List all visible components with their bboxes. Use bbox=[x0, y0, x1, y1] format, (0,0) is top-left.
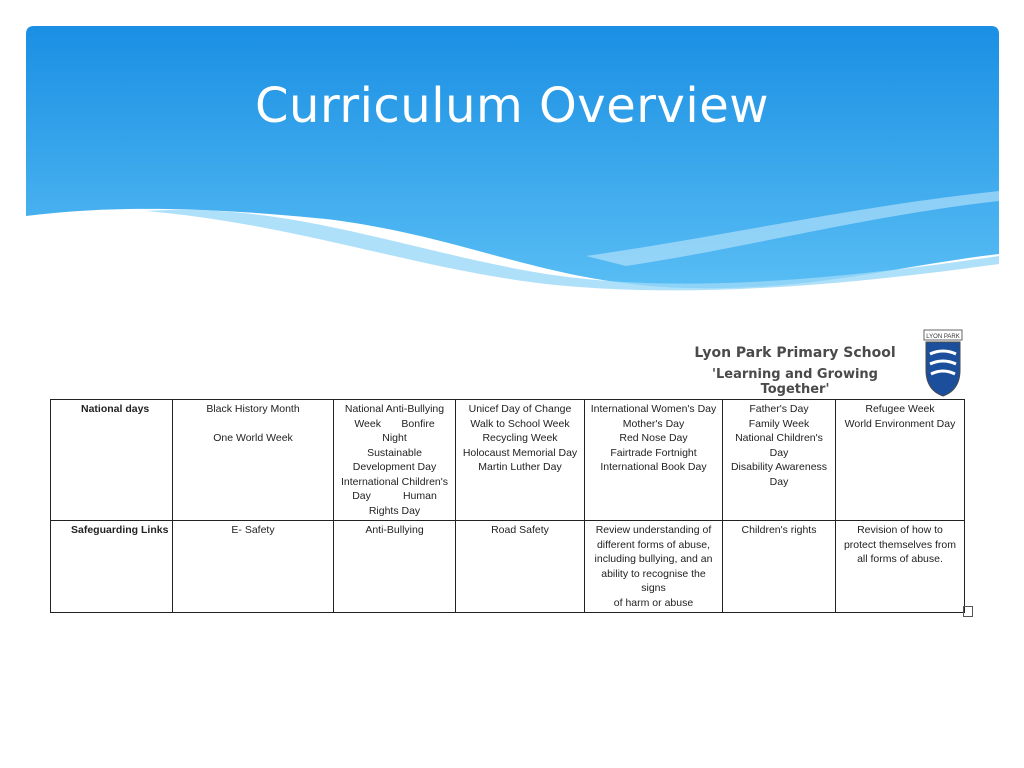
cell-line: World Environment Day bbox=[844, 417, 956, 430]
table-cell bbox=[585, 521, 723, 613]
cell-line: Day bbox=[769, 475, 789, 488]
cell-line: Sustainable bbox=[367, 446, 422, 459]
school-header bbox=[690, 345, 900, 397]
school-motto: 'Learning and Growing Together' bbox=[712, 367, 878, 397]
cell-line: Night bbox=[382, 432, 407, 444]
cell-line: Family Week bbox=[748, 417, 810, 430]
cell-line: Review understanding of bbox=[595, 524, 712, 536]
cell-line: Road Safety bbox=[491, 524, 549, 536]
row-heading: Safeguarding Links bbox=[51, 521, 173, 613]
table-cell bbox=[173, 521, 334, 613]
cell-line: Disability Awareness bbox=[730, 461, 828, 473]
cell-line: Children's rights bbox=[741, 524, 817, 536]
cell-line: Holocaust Memorial Day bbox=[462, 446, 578, 459]
cell-line: Day Human bbox=[352, 490, 437, 502]
cell-line: Day bbox=[769, 446, 789, 459]
table-row-safeguarding-links bbox=[51, 521, 965, 613]
row-heading: National days bbox=[51, 400, 173, 521]
cell-line: E- Safety bbox=[231, 524, 275, 536]
school-name: Lyon Park Primary School bbox=[694, 345, 896, 361]
title-banner bbox=[26, 26, 999, 291]
curriculum-table bbox=[50, 399, 965, 613]
cell-line: Development Day bbox=[352, 461, 437, 473]
cell-line: Father's Day bbox=[749, 403, 809, 415]
cell-line: Rights Day bbox=[368, 504, 421, 517]
table-cell bbox=[723, 521, 836, 613]
crest-text: LYON PARK bbox=[926, 334, 960, 340]
table-cell bbox=[836, 400, 965, 521]
cell-line: National Children's bbox=[735, 432, 823, 444]
table-cell bbox=[585, 400, 723, 521]
cell-line: all forms of abuse. bbox=[857, 553, 943, 565]
cell-line: Black History Month bbox=[206, 403, 300, 415]
cell-line: One World Week bbox=[213, 431, 293, 444]
cell-line: ability to recognise the signs bbox=[601, 567, 706, 594]
cell-line: Unicef Day of Change bbox=[468, 403, 572, 415]
table-cell bbox=[723, 400, 836, 521]
table-cell bbox=[334, 521, 456, 613]
cell-line: Week Bonfire bbox=[354, 417, 435, 430]
cell-line: International Book Day bbox=[600, 461, 707, 473]
cell-line: protect themselves from bbox=[843, 538, 957, 551]
table-cell bbox=[836, 521, 965, 613]
cell-line: Revision of how to bbox=[857, 524, 943, 536]
cell-line: Martin Luther Day bbox=[478, 461, 562, 473]
cell-line: of harm or abuse bbox=[613, 596, 694, 609]
cell-line: Anti-Bullying bbox=[365, 524, 424, 536]
cell-line: Mother's Day bbox=[622, 417, 685, 430]
school-crest-logo bbox=[922, 328, 964, 398]
cell-line: including bullying, and an bbox=[594, 553, 713, 565]
cell-line: Walk to School Week bbox=[470, 417, 570, 430]
table-cell bbox=[456, 521, 585, 613]
cell-line: Fairtrade Fortnight bbox=[610, 446, 697, 459]
table-row-national-days bbox=[51, 400, 965, 521]
table-cell bbox=[456, 400, 585, 521]
cell-line: International Women's Day bbox=[590, 403, 717, 415]
cell-line: Refugee Week bbox=[865, 403, 935, 415]
slide-title: Curriculum Overview bbox=[255, 78, 769, 134]
cell-line: International Children's bbox=[340, 475, 449, 488]
cell-line: Red Nose Day bbox=[619, 432, 688, 444]
paragraph-mark-box bbox=[963, 606, 973, 617]
cell-line: different forms of abuse, bbox=[596, 538, 711, 551]
table-cell bbox=[334, 400, 456, 521]
table-cell bbox=[173, 400, 334, 521]
cell-line: Recycling Week bbox=[482, 432, 558, 444]
cell-line: National Anti-Bullying bbox=[344, 403, 445, 415]
